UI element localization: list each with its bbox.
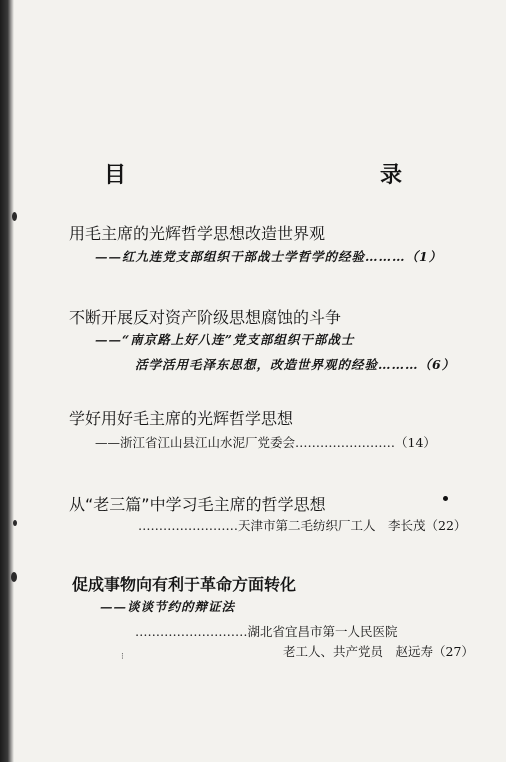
toc-entry-subtitle: ……………………天津市第二毛纺织厂工人 李长茂（22） <box>138 518 467 533</box>
scan-speck <box>13 520 17 526</box>
toc-entry-title: 学好用好毛主席的光辉哲学思想 <box>69 409 294 428</box>
scan-speck <box>12 212 17 221</box>
toc-entry-subtitle: 老工人、共产党员 赵远寿（27） <box>283 644 474 659</box>
toc-entry-subtitle: 活学活用毛泽东思想，改造世界观的经验………（6） <box>135 357 456 372</box>
scan-dot-mark <box>443 496 448 501</box>
toc-entry-subtitle: ——浙江省江山县江山水泥厂党委会……………………（14） <box>95 435 436 450</box>
toc-entry-title: 用毛主席的光辉哲学思想改造世界观 <box>69 224 326 243</box>
toc-entry-subtitle: ——红九连党支部组织干部战士学哲学的经验………（1） <box>95 249 443 264</box>
page-title: 目 录 <box>103 163 472 188</box>
scan-speck <box>11 572 17 582</box>
page-spine-shadow <box>0 0 14 762</box>
toc-entry-title: 不断开展反对资产阶级思想腐蚀的斗争 <box>69 308 342 327</box>
toc-entry-subtitle: ——谈谈节约的辩证法 <box>100 599 236 614</box>
toc-entry-title: 促成事物向有利于革命方面转化 <box>72 575 297 594</box>
toc-entry-subtitle: ——“南京路上好八连”党支部组织干部战士 <box>95 332 355 347</box>
toc-entry-subtitle: ………………………湖北省宜昌市第一人民医院 <box>135 624 398 639</box>
scan-smudge: ⁝ <box>121 652 124 662</box>
toc-entry-title: 从“老三篇”中学习毛主席的哲学思想 <box>69 495 326 514</box>
